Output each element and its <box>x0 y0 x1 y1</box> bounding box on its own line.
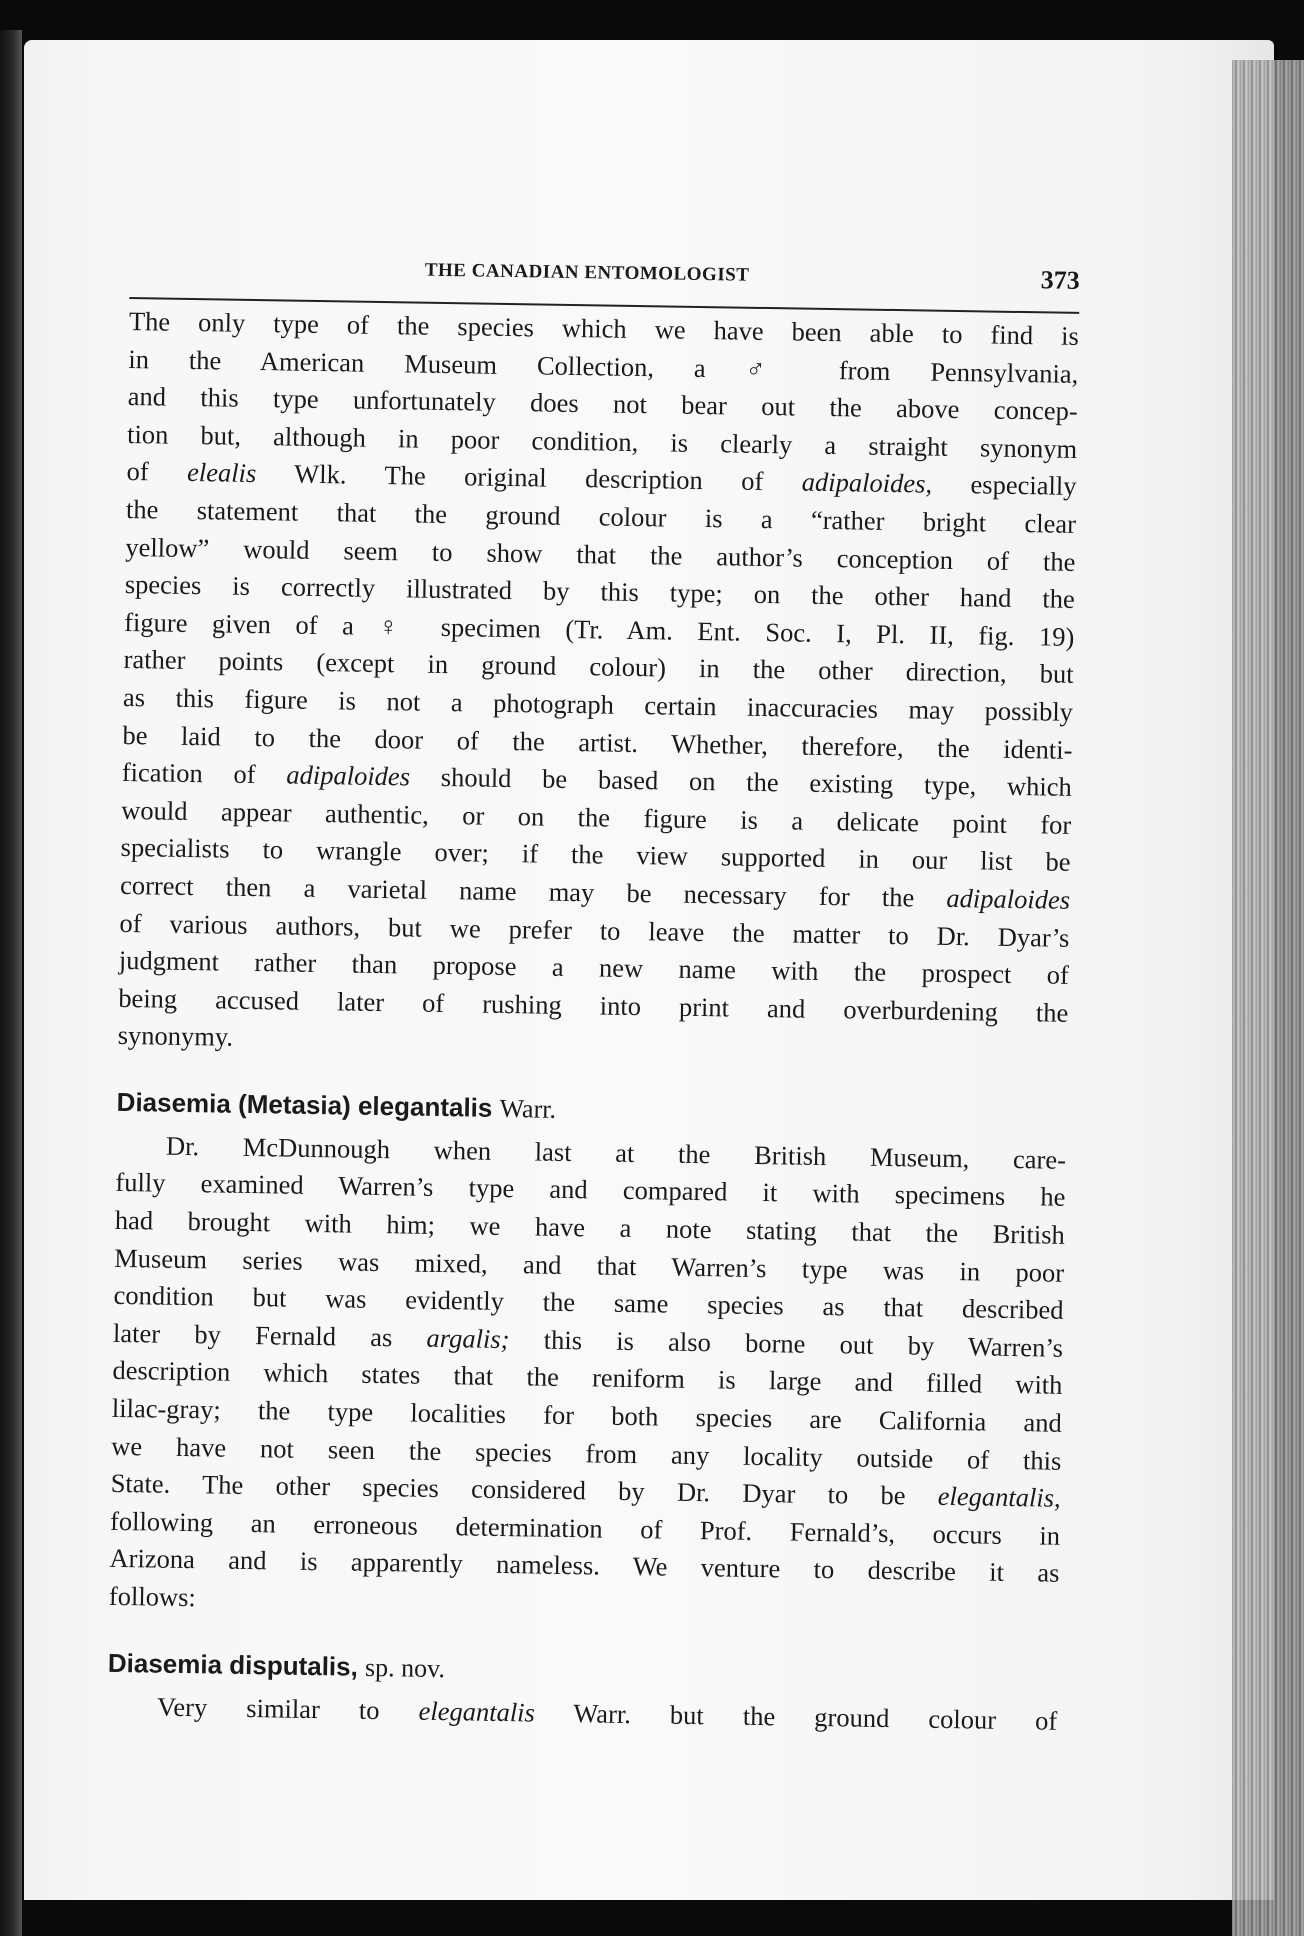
book-spine-shadow <box>0 30 22 1936</box>
species-heading <box>108 1643 1058 1696</box>
text-line: in the American Museum Collection, a ♂ from Pennsylvania, <box>128 343 1079 389</box>
text-line: description which states that the reniform is large and filled with <box>112 1355 1063 1401</box>
page-content <box>107 255 1080 1740</box>
text-line: the statement that the ground colour is a “rather bright clear <box>125 493 1077 539</box>
text-line: State. The other species considered by Dr. Dyar to be elegantalis, <box>110 1468 1061 1513</box>
text-line: tion but, although in poor condition, is clearly a straight synonym <box>126 418 1078 464</box>
text-line: synonymy. <box>117 1020 234 1052</box>
text-line: we have not seen the species from any locality outside of this <box>111 1430 1062 1476</box>
text-line: follows: <box>108 1580 197 1613</box>
text-line: being accused later of rushing into print and overburdening the <box>118 982 1069 1028</box>
text-line: of elealis Wlk. The original description of adipaloides, especially <box>126 456 1077 502</box>
text-line: Arizona and is apparently nameless. We venture to describe it as <box>109 1543 1060 1589</box>
text-line: judgment rather than propose a new name with the prospect of <box>118 945 1070 990</box>
text-line: The only type of the species which we have been able to find is <box>128 305 1080 351</box>
species-heading <box>116 1083 1066 1136</box>
paragraph-continued <box>117 303 1079 1070</box>
text-line: condition but was evidently the same species as that described <box>113 1280 1064 1326</box>
species-author: sp. nov. <box>364 1652 446 1683</box>
text-line: species is correctly illustrated by this type; on the other hand the <box>124 569 1075 615</box>
text-line: had brought with him; we have a note stating that the British <box>114 1204 1066 1250</box>
page-edges <box>1232 60 1304 1936</box>
text-line: of various authors, but we prefer to leave the matter to Dr. Dyar’s <box>119 907 1070 953</box>
text-line: following an erroneous determination of Prof. Fernald’s, occurs in <box>109 1505 1061 1551</box>
text-line: Very similar to elegantalis Warr. but the ground colour of <box>156 1691 1058 1736</box>
text-line: rather points (except in ground colour) in the other direction, but <box>123 644 1074 690</box>
text-line: correct then a varietal name may be necessary for the adipaloides <box>119 869 1071 915</box>
text-line: Dr. McDunnough when last at the British Museum, care- <box>165 1130 1067 1175</box>
text-line: as this figure is not a photograph certain inaccuracies may possibly <box>122 681 1074 727</box>
paragraph-elegantalis <box>109 1127 1067 1631</box>
text-line: fully examined Warren’s type and compared it with specimens he <box>115 1167 1066 1213</box>
text-line: would appear authentic, or on the figure is a delicate point for <box>121 794 1072 840</box>
text-line: be laid to the door of the artist. Whether, therefore, the identi- <box>122 719 1073 765</box>
page-number: 373 <box>1040 265 1080 295</box>
text-line: Museum series was mixed, and that Warren’s type was in poor <box>114 1242 1065 1288</box>
text-line: and this type unfortunately does not bear out the above concep- <box>127 381 1078 427</box>
text-line: specialists to wrangle over; if the view supported in our list be <box>120 832 1071 878</box>
species-name: Diasemia disputalis, <box>107 1647 359 1682</box>
species-name: Diasemia (Metasia) elegantalis <box>116 1086 493 1123</box>
text-line: yellow” would seem to show that the author’s conception of the <box>125 531 1076 577</box>
text-line: lilac-gray; the type localities for both species are California and <box>111 1392 1063 1438</box>
text-line: later by Fernald as argalis; this is also borne out by Warren’s <box>112 1317 1064 1363</box>
running-title: THE CANADIAN ENTOMOLOGIST <box>424 259 750 286</box>
text-line: fication of adipaloides should be based on the existing type, which <box>121 757 1073 802</box>
species-author: Warr. <box>499 1093 557 1124</box>
text-line: figure given of a ♀ specimen (Tr. Am. Ent. Soc. I, Pl. II, fig. 19) <box>124 606 1075 652</box>
